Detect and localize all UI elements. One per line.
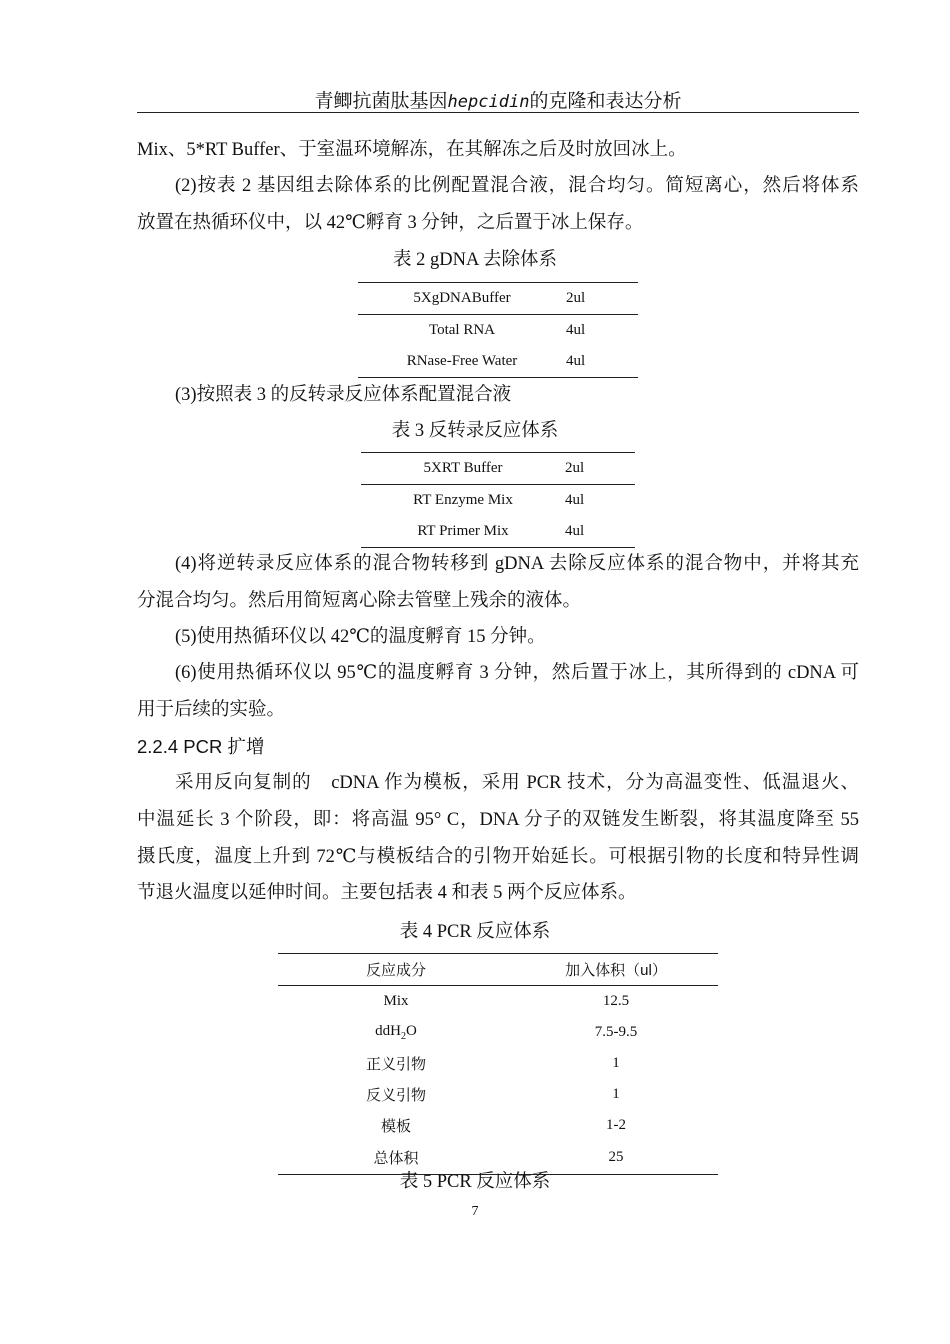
table-cell: 12.5 xyxy=(602,993,630,1009)
table-cell xyxy=(278,1017,514,1048)
table-cell: 1 xyxy=(612,1055,620,1071)
table-row xyxy=(358,346,638,378)
table-cell: RT Enzyme Mix xyxy=(413,492,513,508)
table-cell: 5XRT Buffer xyxy=(361,453,565,485)
ddh2o-text: ddH xyxy=(375,1023,401,1039)
table-cell: 4ul xyxy=(566,322,586,338)
paragraph-line: 用于后续的实验。 xyxy=(137,700,286,720)
paragraph-line: 放置在热循环仪中，以 42℃孵育 3 分钟，之后置于冰上保存。 xyxy=(137,213,644,233)
table-row xyxy=(361,485,635,517)
table-cell: RT Primer Mix xyxy=(361,516,565,548)
table-cell: 正义引物 xyxy=(365,1057,426,1073)
paragraph-line: 分混合均匀。然后用简短离心除去管壁上残余的液体。 xyxy=(137,591,582,611)
table4-caption: 表 4 PCR 反应体系 xyxy=(399,922,551,942)
table-row xyxy=(278,1079,718,1110)
table-cell: 5XgDNABuffer xyxy=(358,283,566,315)
table3 xyxy=(361,452,635,548)
paragraph-line: 节退火温度以延伸时间。主要包括表 4 和表 5 两个反应体系。 xyxy=(137,883,637,903)
paragraph-line: Mix、5*RT Buffer、于室温环境解冻，在其解冻之后及时放回冰上。 xyxy=(137,140,687,160)
paragraph-line: (5)使用热循环仪以 42℃的温度孵育 15 分钟。 xyxy=(175,627,546,647)
table-cell: 2ul xyxy=(566,283,638,315)
running-header xyxy=(137,90,859,114)
table5-caption: 表 5 PCR 反应体系 xyxy=(399,1172,551,1192)
table-cell: 总体积 xyxy=(278,1141,514,1175)
paragraph-line: 采用反向复制的 cDNA 作为模板，采用 PCR 技术，分为高温变性、低温退火、 xyxy=(175,773,859,793)
table-cell: 25 xyxy=(514,1141,718,1175)
table2 xyxy=(358,282,638,378)
header-gene-name: hepcidin xyxy=(447,92,530,112)
table-row xyxy=(278,1048,718,1079)
table-row xyxy=(278,986,718,1018)
table-cell: 1 xyxy=(612,1086,620,1102)
table-row xyxy=(278,1110,718,1141)
table-header-cell: 加入体积（ul） xyxy=(514,954,718,986)
table-cell: 4ul xyxy=(565,492,585,508)
table-row xyxy=(358,315,638,347)
table-cell: 1-2 xyxy=(606,1117,626,1133)
paragraph-line: 摄氏度，温度上升到 72℃与模板结合的引物开始延长。可根据引物的长度和特异性调 xyxy=(137,847,859,867)
header-prefix: 青鲫抗菌肽基因 xyxy=(314,91,448,112)
table-cell: 2ul xyxy=(565,453,635,485)
table3-caption: 表 3 反转录反应体系 xyxy=(391,421,559,441)
paragraph-line: (3)按照表 3 的反转录反应体系配置混合液 xyxy=(175,385,512,405)
section-heading: 2.2.4 PCR 扩增 xyxy=(137,736,265,757)
table-cell: Total RNA xyxy=(428,322,496,338)
table-cell: 反义引物 xyxy=(365,1088,426,1104)
ddh2o-subscript: 2 xyxy=(401,1031,406,1042)
header-suffix: 的克隆和表达分析 xyxy=(529,91,682,112)
table4 xyxy=(278,953,718,1175)
table-cell: 7.5-9.5 xyxy=(594,1024,638,1040)
header-rule xyxy=(137,112,859,113)
paragraph-line: (2)按表 2 基因组去除体系的比例配置混合液，混合均匀。简短离心，然后将体系 xyxy=(175,176,859,196)
paragraph-line: 中温延长 3 个阶段，即：将高温 95° C，DNA 分子的双链发生断裂，将其温度降至 55 xyxy=(137,810,859,830)
page-number: 7 xyxy=(471,1204,479,1219)
table-row xyxy=(278,1017,718,1048)
table-header-cell: 反应成分 xyxy=(278,954,514,986)
table-cell: 4ul xyxy=(565,516,635,548)
table-header-row xyxy=(278,954,718,986)
table-cell: Mix xyxy=(383,993,409,1009)
table-cell: 4ul xyxy=(566,346,638,378)
paragraph-line: (6)使用热循环仪以 95℃的温度孵育 3 分钟，然后置于冰上，其所得到的 cDNA 可 xyxy=(175,663,859,683)
table-cell: RNase-Free Water xyxy=(358,346,566,378)
table-cell: 模板 xyxy=(380,1119,411,1135)
ddh2o-tail: O xyxy=(406,1023,417,1039)
table-row xyxy=(358,283,638,315)
table2-caption: 表 2 gDNA 去除体系 xyxy=(393,250,557,270)
table-row xyxy=(361,516,635,548)
paragraph-line: (4)将逆转录反应体系的混合物转移到 gDNA 去除反应体系的混合物中，并将其充 xyxy=(175,554,859,574)
table-row xyxy=(361,453,635,485)
